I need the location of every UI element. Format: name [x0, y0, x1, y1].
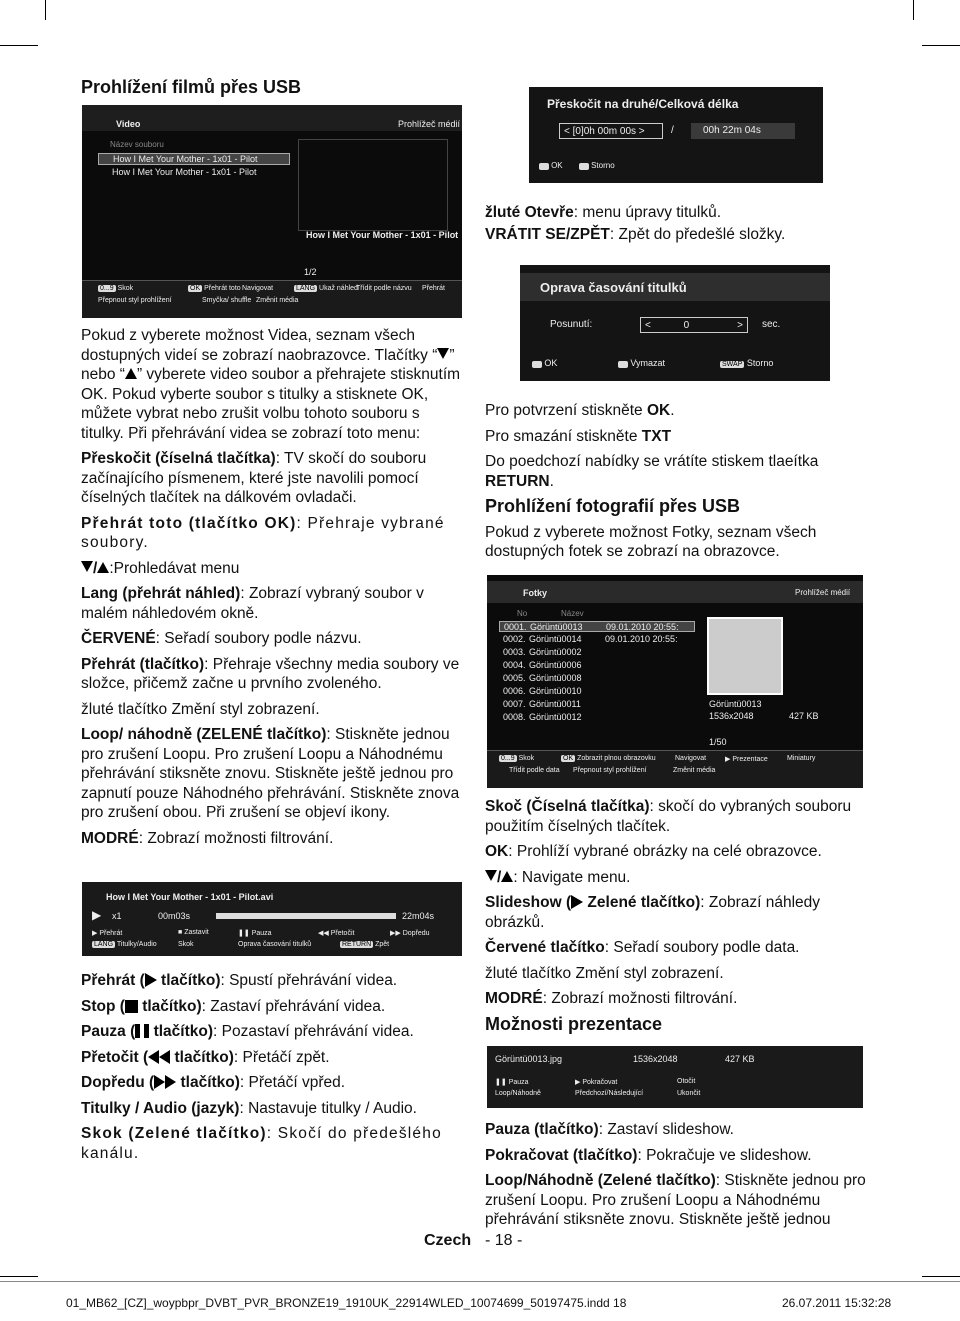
forward-icon	[154, 1075, 165, 1089]
skok-label: Skok (Zelené tlačítko)	[81, 1125, 267, 1142]
slug-date: 26.07.2011 15:32:28	[782, 1296, 892, 1310]
nav-desc-right: : Navigate menu.	[513, 868, 631, 886]
photo-cell-name: Görüntü0002	[529, 647, 582, 657]
slideshow-size: 427 KB	[725, 1054, 755, 1064]
video-key-preview: Ukaž náhled	[319, 285, 358, 292]
subtitle-sync-screen	[520, 265, 830, 381]
photo-key-navigate: Navigovat	[675, 755, 707, 762]
photo-browser-screen: Fotky Prohlížeč médií No Název 0001. Görüntü0013 09.01.2010 20:55: 0002. Görüntü0014 09.01.2010 20:55: 0003. Görüntü0002 0004. Görüntü0006 0005. Görüntü0008 0006. Görüntü0010 0007. Görüntü0011 0008. Görüntü0012 Görüntü0013 1536x2048 427 KB 1/50 0...9 Skok OK Zobrazit plnou obrazovku Navigovat ▶ Prezentace Miniatury Třídit podle data Přepnout styl prohlížení Změnit média	[487, 575, 863, 788]
photos-col-no: No	[517, 609, 528, 618]
jump-sep: /	[671, 125, 674, 136]
photos-intro: Pokud z vyberete možnost Fotky, seznam všech dostupných fotek se zobrazí na obrazovce.	[485, 523, 817, 560]
video-file-row[interactable]: How I Met Your Mother - 1x01 - Pilot	[98, 153, 290, 165]
play-btn-label-b: tlačítko)	[156, 972, 221, 989]
photo-list-row[interactable]	[499, 699, 695, 710]
return-label: VRÁTIT SE/ZPĚT	[485, 225, 610, 243]
slideshow-label-b: Zelené tlačítko)	[583, 894, 701, 911]
photo-cell-no: 0002.	[503, 634, 526, 644]
photo-page: 1/50	[709, 737, 727, 747]
red-label: ČERVENÉ	[81, 630, 156, 647]
jump-cancel[interactable]: Storno	[591, 161, 615, 170]
ss-key-prevnext: Předchozí/Následující	[575, 1090, 644, 1097]
forward-btn-label: Dopředu (	[81, 1074, 155, 1091]
video-intro: Pokud z vyberete možnost Videa, seznam všech dostupných videí se zobrazí naobrazovce. Tlačítky	[81, 327, 428, 364]
play-all-desc: : Přehraje všechny media soubory ve složce, přičemž začne u prvního zvoleného.	[81, 655, 460, 692]
crop-mark	[0, 1276, 38, 1277]
nav-sep-right: /	[497, 868, 502, 886]
photo-key-view-style: Přepnout styl prohlížení	[573, 767, 647, 774]
ss-key-loop: Loop/Náhodně	[495, 1090, 541, 1097]
subs-desc: : Nastavuje titulky / Audio.	[239, 1099, 417, 1117]
play-this-desc: : Přehraje vybrané soubory.	[81, 514, 445, 551]
photo-key-fullscreen: Zobrazit plnou obrazovku	[577, 755, 656, 762]
photo-list-row[interactable]	[499, 673, 695, 684]
video-key-navigate: Navigovat	[242, 285, 274, 292]
photo-cell-no: 0005.	[503, 673, 526, 683]
photo-cell-name: Görüntü0006	[529, 660, 582, 670]
slideshow-desc: : Zobrazí náhledy obrázků.	[485, 894, 821, 931]
sync-title: Oprava časování titulků	[540, 280, 687, 295]
pb-key-rewind: Přetočit	[330, 930, 355, 937]
photo-list-row[interactable]	[499, 712, 695, 723]
skok-desc: : Skočí do předešlého kanálu.	[81, 1125, 442, 1162]
photo-list-row[interactable]	[499, 634, 695, 645]
jump-ok[interactable]: OK	[551, 161, 563, 170]
section-title-slideshow: Možnosti prezentace	[485, 1013, 663, 1034]
crop-mark	[0, 45, 38, 46]
rewind-btn-label-b: tlačítko)	[170, 1048, 234, 1066]
photo-list-row[interactable]	[499, 647, 695, 658]
delete-key: TXT	[641, 427, 672, 445]
down-arrow-icon	[437, 348, 449, 359]
photo-list-row[interactable]	[499, 621, 695, 632]
photo-info-size: 427 KB	[789, 711, 819, 721]
forward-icon	[165, 1075, 176, 1089]
page-language: Czech	[424, 1232, 472, 1249]
rewind-icon	[148, 1050, 159, 1064]
photo-info-res: 1536x2048	[709, 711, 754, 721]
video-screen-title: Video	[116, 119, 141, 129]
video-key-play: Přehrát	[422, 285, 445, 292]
sync-offset-field[interactable]: < 0 >	[640, 317, 748, 333]
confirm-key: OK	[646, 402, 671, 419]
play-icon	[145, 973, 157, 987]
rewind-btn-label: Přetočit (	[81, 1048, 149, 1066]
photo-cell-name: Görüntü0012	[529, 712, 582, 722]
ss-continue-label: Pokračovat (tlačítko)	[485, 1146, 638, 1164]
stop-btn-desc: : Zastaví přehrávání videa.	[201, 997, 386, 1015]
playback-speed: x1	[112, 911, 122, 921]
video-key-view-style: Přepnout styl prohlížení	[98, 297, 172, 304]
pb-key-skip: Skok	[178, 941, 194, 948]
ss-key-continue: Pokračovat	[582, 1079, 618, 1086]
sync-label: Posunutí:	[550, 319, 593, 330]
ok-photo-desc: : Prohlíží vybrané obrázky na celé obrazovce.	[508, 843, 822, 860]
video-preview-title: How I Met Your Mother - 1x01 - Pilot	[306, 230, 459, 240]
photo-cell-name: Görüntü0010	[529, 686, 582, 696]
ss-key-pause: Pauza	[508, 1079, 529, 1086]
jump-photo-desc: : skočí do vybraných souboru použitím číselných tlačítek.	[485, 798, 852, 835]
slideshow-label: Slideshow (	[485, 894, 572, 911]
ss-pause-desc: : Zastaví slideshow.	[598, 1121, 734, 1138]
pause-btn-label-b: tlačítko)	[149, 1023, 213, 1040]
ss-continue-desc: : Pokračuje ve slideshow.	[637, 1146, 812, 1164]
photo-cell-name: Görüntü0013	[530, 622, 583, 632]
pause-btn-label: Pauza (	[81, 1023, 136, 1040]
down-arrow-icon	[81, 561, 93, 572]
slideshow-file: Görüntü0013.jpg	[495, 1054, 563, 1064]
photo-thumbnail	[707, 617, 783, 695]
video-screen-right-title: Prohlížeč médií	[398, 119, 461, 129]
forward-btn-label-b: tlačítko)	[176, 1074, 240, 1091]
pause-icon	[135, 1024, 149, 1038]
photo-cell-no: 0003.	[503, 647, 526, 657]
play-this-label: Přehrát toto (tlačítko OK)	[81, 514, 297, 532]
pb-key-stop: Zastavit	[184, 929, 209, 936]
swap-key: SWAP	[722, 361, 743, 368]
page-number: - 18 -	[485, 1232, 523, 1249]
photo-list-row[interactable]	[499, 660, 695, 671]
play-icon	[571, 895, 583, 909]
delete-desc: Pro smazání stiskněte	[485, 427, 642, 445]
sync-offset-value: 0	[683, 320, 690, 331]
crop-mark	[922, 45, 960, 46]
photo-cell-name: Görüntü0011	[529, 699, 581, 709]
slug-file: 01_MB62_[CZ]_woypbpr_DVBT_PVR_BRONZE19_1910UK_22914WLED_10074699_50197475.indd 18	[66, 1296, 627, 1310]
pb-key-forward: Dopředu	[402, 930, 430, 937]
confirm-dot: .	[670, 402, 675, 419]
crop-mark	[922, 1276, 960, 1277]
red-desc: : Seřadí soubory podle názvu.	[155, 630, 362, 647]
nav-sep: /	[93, 559, 98, 577]
playback-current: 00m03s	[158, 911, 191, 921]
play-all-label: Přehrát (tlačítko)	[81, 655, 205, 673]
photos-screen-title: Fotky	[523, 588, 548, 598]
photo-cell-no: 0008.	[503, 712, 526, 722]
sync-unit: sec.	[762, 319, 781, 330]
red-photo-label: Červené tlačítko	[485, 939, 605, 956]
stop-btn-label: Stop (	[81, 997, 125, 1015]
blue-photo-desc: : Zobrazí možnosti filtrování.	[542, 990, 738, 1007]
video-col-header: Název souboru	[110, 140, 164, 149]
video-intro-cont: vyberete video soubor a přehrajete stisknutím OK. Pokud vyberte soubor s titulky a stisknete OK, můžete vybrat nebo zrušit volbu tohoto souboru s titulky. Při přehrávání videa se zobrazí toto menu:	[81, 366, 461, 442]
play-btn-desc: : Spustí přehrávání videa.	[220, 972, 398, 989]
playback-title: How I Met Your Mother - 1x01 - Pilot.avi	[106, 892, 274, 902]
pb-key-pause: Pauza	[251, 930, 272, 937]
sync-cancel[interactable]: Storno	[746, 358, 774, 368]
photo-cell-date: 09.01.2010 20:55:	[606, 622, 679, 632]
photos-col-name: Název	[561, 609, 584, 618]
video-key-play-this: Přehrát toto	[204, 285, 241, 292]
confirm-desc: Pro potvrzení stiskněte	[485, 402, 647, 419]
nav-desc: :Prohledávat menu	[109, 559, 240, 577]
pause-btn-desc: : Pozastaví přehrávání videa.	[213, 1023, 414, 1040]
pb-key-play: Přehrát	[99, 930, 123, 937]
return-desc: : Zpět do předešlé složky.	[609, 225, 786, 243]
stop-icon	[125, 1000, 138, 1013]
up-arrow-icon	[97, 562, 109, 573]
video-key-sort: Třídit podle názvu	[356, 285, 412, 292]
slideshow-bar-screen: Görüntü0013.jpg 1536x2048 427 KB ❚❚ Pauza ▶ Pokračovat Otočit Loop/Náhodně Předchozí/Následující Ukončit	[487, 1046, 863, 1108]
jump-time-value: [0]0h 00m 00s	[572, 126, 636, 137]
photo-cell-no: 0001.	[504, 622, 527, 632]
jump-photo-label: Skoč (Číselná tlačítka)	[485, 798, 650, 815]
crop-mark	[45, 0, 46, 20]
photo-list-row[interactable]	[499, 686, 695, 697]
ss-loop-desc: : Stiskněte jednou pro zrušení Loopu. Pro zrušení Loopu a Náhodnému přehrávání stiksněte znovu. Stiskněte ještě jednou	[485, 1172, 866, 1228]
rewind-btn-desc: : Přetáčí zpět.	[233, 1048, 330, 1066]
jump-dialog-screen	[529, 87, 823, 183]
ss-loop-label: Loop/Náhodně (Zelené tlačítko)	[485, 1172, 716, 1189]
blue-photo-label: MODRÉ	[485, 990, 543, 1007]
ss-key-exit: Ukončit	[677, 1090, 701, 1097]
photo-cell-name: Görüntü0014	[529, 634, 582, 644]
down-arrow-icon	[485, 870, 497, 881]
video-page-count: 1/2	[304, 267, 317, 277]
photo-info-name: Görüntü0013	[709, 699, 762, 709]
slideshow-res: 1536x2048	[633, 1054, 678, 1064]
photo-key-slideshow: Prezentace	[732, 756, 768, 763]
photo-cell-no: 0006.	[503, 686, 526, 696]
pb-key-sync: Oprava časování titulků	[238, 941, 312, 948]
subs-label: Titulky / Audio (jazyk)	[81, 1099, 240, 1117]
play-btn-label: Přehrát (	[81, 972, 145, 989]
video-intro-or: nebo	[81, 366, 116, 383]
section-title-video: Prohlížení filmů přes USB	[81, 77, 302, 97]
playback-total: 22m04s	[402, 911, 435, 921]
crop-mark	[913, 0, 914, 20]
blue-desc: : Zobrazí možnosti filtrování.	[138, 829, 334, 847]
red-photo-desc: : Seřadí soubory podle data.	[604, 939, 800, 956]
lang-desc: : Zobrazí vybraný soubor v malém náhledovém okně.	[81, 585, 424, 622]
loop-desc: : Stiskněte jednou pro zrušení Loopu. Pro zrušení Loopu a Náhodnému přehrávání stiksněte znovu. Stiskněte ještě jednou pro zapnutí pouze Náhodného přehrávání. Stiskněte znova pro zrušení obou. Při zrušení se objeví ikony.	[81, 726, 460, 821]
play-icon: ▶	[92, 908, 102, 922]
skip-label: Přeskočit (číselná tlačítka)	[81, 450, 276, 467]
skip-desc: : TV skočí do souboru začínajícího písmenem, které jste navolili pomocí číselných tlačítek na dálkovém ovladači.	[81, 450, 427, 506]
back-key: RETURN	[485, 472, 550, 490]
up-arrow-icon	[125, 368, 137, 379]
ss-pause-label: Pauza (tlačítko)	[485, 1121, 599, 1138]
photo-cell-date: 09.01.2010 20:55:	[605, 634, 678, 644]
blue-label: MODRÉ	[81, 829, 139, 847]
loop-label: Loop/ náhodně (ZELENÉ tlačítko)	[81, 726, 327, 743]
print-slug	[0, 1281, 960, 1311]
video-browser-screen: Video Prohlížeč médií Název souboru How I Met Your Mother - 1x01 - Pilot How I Met Your Mother - 1x01 - Pilot How I Met Your Mother - 1x01 - Pilot 1/2 0...9 Skok OK Přehrát toto Navigovat LANG Ukaž náhled Třídit podle názvu Přehrát Přepnout styl prohlížení Smyčka/ shuffle Změnit média	[82, 105, 462, 318]
section-title-photos: Prohlížení fotografií přes USB	[485, 496, 741, 516]
pb-key-back: Zpět	[375, 941, 390, 948]
yellow-open-desc: : menu úpravy titulků.	[573, 204, 722, 221]
video-file-row[interactable]: How I Met Your Mother - 1x01 - Pilot	[112, 167, 257, 177]
photo-key-sort: Třídit podle data	[509, 767, 560, 774]
photo-key-skip: Skok	[518, 755, 535, 762]
photo-cell-no: 0004.	[503, 660, 526, 670]
jump-total: 00h 22m 04s	[691, 123, 795, 139]
up-arrow-icon	[501, 871, 513, 882]
photos-screen-right-title: Prohlížeč médií	[795, 588, 851, 597]
stop-btn-label-b: tlačítko)	[137, 997, 202, 1015]
photo-cell-name: Görüntü0008	[529, 673, 582, 683]
lang-label: Lang (přehrát náhled)	[81, 585, 241, 602]
photo-key-thumbnails: Miniatury	[787, 755, 816, 762]
video-key-media: Změnit média	[256, 297, 299, 304]
ok-photo-label: OK	[485, 843, 509, 860]
photo-cell-no: 0007.	[503, 699, 526, 709]
back-dot: .	[549, 472, 554, 490]
jump-time-field[interactable]: < [0]0h 00m 00s >	[559, 123, 663, 139]
sync-ok[interactable]: OK	[544, 358, 558, 368]
playback-bar-screen: How I Met Your Mother - 1x01 - Pilot.avi ▶ x1 00m03s 22m04s ▶ Přehrát ■ Zastavit ❚❚ Pauza ◀◀ Přetočit ▶▶ Dopředu LANG Titulky/Audio Skok Oprava časování titulků RETURN Zpět	[82, 882, 462, 956]
rewind-icon	[159, 1050, 170, 1064]
yellow-open-label: žluté Otevře	[485, 204, 574, 221]
sync-delete[interactable]: Vymazat	[630, 358, 666, 368]
ss-key-rotate: Otočit	[677, 1078, 696, 1085]
forward-btn-desc: : Přetáčí vpřed.	[239, 1074, 346, 1091]
back-desc: Do poedchozí nabídky se vrátíte stiskem tlaeítka	[485, 453, 819, 470]
video-key-loop: Smyčka/ shuffle	[202, 297, 252, 304]
yellow-desc: žluté tlačítko Změní styl zobrazení.	[81, 700, 320, 718]
jump-title: Přeskočit na druhé/Celková délka	[547, 97, 739, 111]
yellow-photo-desc: žluté tlačítko Změní styl zobrazení.	[485, 964, 724, 982]
photo-key-media: Změnit média	[673, 767, 716, 774]
video-key-skip: Skok	[117, 285, 134, 292]
pb-key-subs: Titulky/Audio	[116, 941, 157, 948]
